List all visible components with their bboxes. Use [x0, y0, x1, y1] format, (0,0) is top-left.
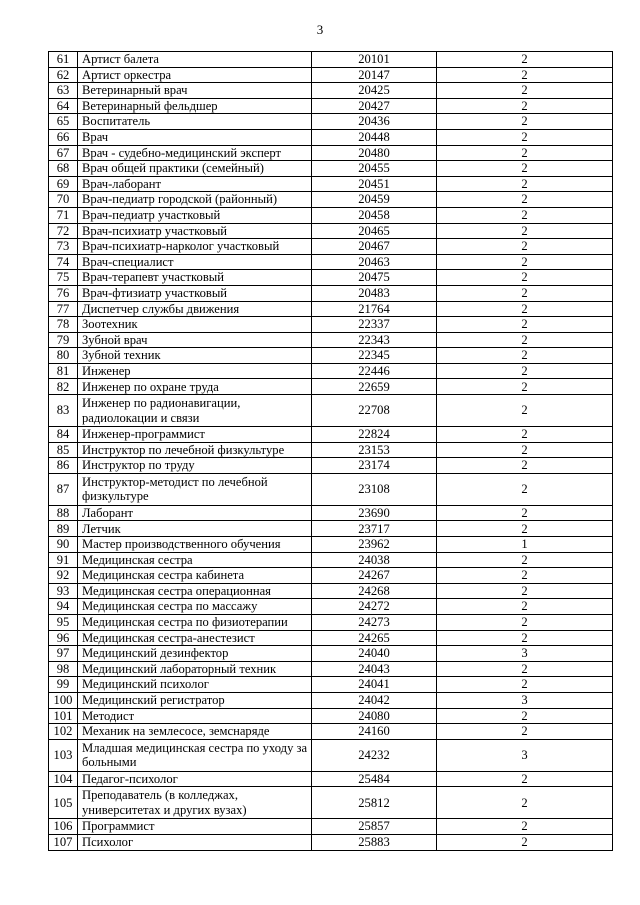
occupation-name-cell: Медицинская сестра-анестезист: [78, 630, 312, 646]
category-cell: 2: [437, 473, 613, 505]
occupation-code-cell: 25812: [312, 787, 437, 819]
occupation-code-cell: 20448: [312, 129, 437, 145]
occupation-code-cell: 20425: [312, 83, 437, 99]
occupation-code-cell: 20101: [312, 52, 437, 68]
category-cell: 2: [437, 301, 613, 317]
row-number-cell: 91: [49, 552, 78, 568]
table-row: [49, 223, 613, 239]
table-row: [49, 739, 613, 771]
category-cell: 2: [437, 521, 613, 537]
table-row: [49, 552, 613, 568]
category-cell: 2: [437, 52, 613, 68]
category-cell: 2: [437, 819, 613, 835]
category-cell: 2: [437, 270, 613, 286]
occupation-code-cell: 23174: [312, 458, 437, 474]
row-number-cell: 76: [49, 285, 78, 301]
row-number-cell: 105: [49, 787, 78, 819]
occupation-code-cell: 23962: [312, 537, 437, 553]
occupation-code-cell: 22659: [312, 379, 437, 395]
row-number-cell: 103: [49, 739, 78, 771]
category-cell: 1: [437, 537, 613, 553]
row-number-cell: 98: [49, 661, 78, 677]
table-row: [49, 395, 613, 427]
occupation-code-cell: 20455: [312, 161, 437, 177]
category-cell: 2: [437, 67, 613, 83]
occupation-name-cell: Медицинская сестра операционная: [78, 583, 312, 599]
row-number-cell: 85: [49, 442, 78, 458]
row-number-cell: 88: [49, 505, 78, 521]
row-number-cell: 73: [49, 239, 78, 255]
category-cell: 2: [437, 505, 613, 521]
occupation-name-cell: Врач-лаборант: [78, 176, 312, 192]
occupation-code-cell: 20475: [312, 270, 437, 286]
row-number-cell: 86: [49, 458, 78, 474]
category-cell: 2: [437, 98, 613, 114]
occupation-code-cell: 20480: [312, 145, 437, 161]
category-cell: 2: [437, 145, 613, 161]
category-cell: 2: [437, 176, 613, 192]
table-row: [49, 114, 613, 130]
row-number-cell: 71: [49, 207, 78, 223]
row-number-cell: 100: [49, 692, 78, 708]
row-number-cell: 101: [49, 708, 78, 724]
category-cell: 2: [437, 254, 613, 270]
table-row: [49, 301, 613, 317]
occupation-name-cell: Ветеринарный врач: [78, 83, 312, 99]
occupation-name-cell: Медицинская сестра по физиотерапии: [78, 615, 312, 631]
row-number-cell: 75: [49, 270, 78, 286]
table-row: [49, 161, 613, 177]
occupation-code-cell: 20147: [312, 67, 437, 83]
occupation-code-cell: 20451: [312, 176, 437, 192]
category-cell: 2: [437, 379, 613, 395]
category-cell: 2: [437, 161, 613, 177]
occupation-code-cell: 24041: [312, 677, 437, 693]
category-cell: 2: [437, 583, 613, 599]
occupation-code-cell: 23108: [312, 473, 437, 505]
category-cell: 2: [437, 192, 613, 208]
occupation-code-cell: 24272: [312, 599, 437, 615]
category-cell: 2: [437, 568, 613, 584]
category-cell: 2: [437, 442, 613, 458]
table-row: [49, 317, 613, 333]
row-number-cell: 62: [49, 67, 78, 83]
category-cell: 3: [437, 739, 613, 771]
occupation-code-cell: 24232: [312, 739, 437, 771]
occupation-name-cell: Медицинский регистратор: [78, 692, 312, 708]
table-row: [49, 819, 613, 835]
occupation-code-cell: 23690: [312, 505, 437, 521]
occupation-name-cell: Инженер по радионавигации, радиолокации и связи: [78, 395, 312, 427]
occupation-code-cell: 20463: [312, 254, 437, 270]
occupation-name-cell: Инструктор-методист по лечебной физкультуре: [78, 473, 312, 505]
occupation-code-cell: 20436: [312, 114, 437, 130]
row-number-cell: 83: [49, 395, 78, 427]
occupation-code-cell: 22824: [312, 427, 437, 443]
table-row: [49, 52, 613, 68]
row-number-cell: 68: [49, 161, 78, 177]
occupation-code-cell: 22345: [312, 348, 437, 364]
row-number-cell: 90: [49, 537, 78, 553]
row-number-cell: 69: [49, 176, 78, 192]
occupation-name-cell: Психолог: [78, 834, 312, 850]
occupation-name-cell: Летчик: [78, 521, 312, 537]
occupation-name-cell: Врач-специалист: [78, 254, 312, 270]
category-cell: 3: [437, 646, 613, 662]
row-number-cell: 74: [49, 254, 78, 270]
category-cell: 2: [437, 395, 613, 427]
occupation-name-cell: Врач - судебно-медицинский эксперт: [78, 145, 312, 161]
occupation-code-cell: 22337: [312, 317, 437, 333]
row-number-cell: 96: [49, 630, 78, 646]
category-cell: 2: [437, 661, 613, 677]
table-row: [49, 615, 613, 631]
row-number-cell: 97: [49, 646, 78, 662]
category-cell: 2: [437, 239, 613, 255]
table-row: [49, 207, 613, 223]
row-number-cell: 84: [49, 427, 78, 443]
occupation-name-cell: Зоотехник: [78, 317, 312, 333]
table-row: [49, 677, 613, 693]
row-number-cell: 79: [49, 332, 78, 348]
occupation-name-cell: Инженер: [78, 363, 312, 379]
row-number-cell: 106: [49, 819, 78, 835]
category-cell: 2: [437, 317, 613, 333]
occupation-code-cell: 24265: [312, 630, 437, 646]
table-row: [49, 442, 613, 458]
row-number-cell: 66: [49, 129, 78, 145]
category-cell: 2: [437, 677, 613, 693]
table-row: [49, 348, 613, 364]
table-row: [49, 505, 613, 521]
table-row: [49, 83, 613, 99]
occupation-name-cell: Врач-терапевт участковый: [78, 270, 312, 286]
row-number-cell: 95: [49, 615, 78, 631]
occupation-code-cell: 22446: [312, 363, 437, 379]
occupation-name-cell: Инструктор по лечебной физкультуре: [78, 442, 312, 458]
table-row: [49, 332, 613, 348]
occupation-code-cell: 23153: [312, 442, 437, 458]
occupation-code-cell: 24038: [312, 552, 437, 568]
table-row: [49, 379, 613, 395]
occupation-name-cell: Преподаватель (в колледжах, университетах и других вузах): [78, 787, 312, 819]
occupation-code-cell: 22343: [312, 332, 437, 348]
page-number: 3: [316, 22, 324, 37]
occupation-name-cell: Зубной врач: [78, 332, 312, 348]
category-cell: 2: [437, 834, 613, 850]
category-cell: 2: [437, 348, 613, 364]
occupation-name-cell: Врач: [78, 129, 312, 145]
table-row: [49, 583, 613, 599]
table-row: [49, 192, 613, 208]
table-row: [49, 285, 613, 301]
table-row: [49, 521, 613, 537]
row-number-cell: 80: [49, 348, 78, 364]
category-cell: 2: [437, 207, 613, 223]
row-number-cell: 61: [49, 52, 78, 68]
occupation-name-cell: Ветеринарный фельдшер: [78, 98, 312, 114]
occupation-code-cell: 23717: [312, 521, 437, 537]
occupation-name-cell: Медицинская сестра кабинета: [78, 568, 312, 584]
table-row: [49, 473, 613, 505]
table-row: [49, 427, 613, 443]
row-number-cell: 72: [49, 223, 78, 239]
table-row: [49, 270, 613, 286]
category-cell: 2: [437, 615, 613, 631]
category-cell: 2: [437, 332, 613, 348]
category-cell: 2: [437, 458, 613, 474]
occupations-table-body: [49, 52, 613, 851]
occupation-code-cell: 20458: [312, 207, 437, 223]
occupation-code-cell: 20467: [312, 239, 437, 255]
occupation-code-cell: 25484: [312, 771, 437, 787]
occupation-name-cell: Медицинский дезинфектор: [78, 646, 312, 662]
row-number-cell: 67: [49, 145, 78, 161]
table-row: [49, 724, 613, 740]
row-number-cell: 64: [49, 98, 78, 114]
row-number-cell: 99: [49, 677, 78, 693]
category-cell: 2: [437, 552, 613, 568]
category-cell: 2: [437, 114, 613, 130]
occupation-code-cell: 24273: [312, 615, 437, 631]
occupation-name-cell: Медицинский лабораторный техник: [78, 661, 312, 677]
category-cell: 2: [437, 787, 613, 819]
row-number-cell: 65: [49, 114, 78, 130]
row-number-cell: 70: [49, 192, 78, 208]
table-row: [49, 129, 613, 145]
occupation-name-cell: Мастер производственного обучения: [78, 537, 312, 553]
category-cell: 2: [437, 708, 613, 724]
category-cell: 2: [437, 285, 613, 301]
occupation-code-cell: 24267: [312, 568, 437, 584]
table-row: [49, 568, 613, 584]
occupation-name-cell: Воспитатель: [78, 114, 312, 130]
table-row: [49, 67, 613, 83]
table-row: [49, 771, 613, 787]
occupation-code-cell: 24043: [312, 661, 437, 677]
category-cell: 2: [437, 771, 613, 787]
occupation-name-cell: Врач-психиатр-нарколог участковый: [78, 239, 312, 255]
occupation-code-cell: 24040: [312, 646, 437, 662]
occupation-name-cell: Лаборант: [78, 505, 312, 521]
row-number-cell: 107: [49, 834, 78, 850]
occupation-code-cell: 24160: [312, 724, 437, 740]
occupation-code-cell: 20427: [312, 98, 437, 114]
row-number-cell: 78: [49, 317, 78, 333]
occupation-name-cell: Врач общей практики (семейный): [78, 161, 312, 177]
table-row: [49, 787, 613, 819]
category-cell: 2: [437, 363, 613, 379]
row-number-cell: 87: [49, 473, 78, 505]
category-cell: 3: [437, 692, 613, 708]
table-row: [49, 708, 613, 724]
row-number-cell: 89: [49, 521, 78, 537]
occupation-name-cell: Младшая медицинская сестра по уходу за больными: [78, 739, 312, 771]
occupation-name-cell: Врач-педиатр городской (районный): [78, 192, 312, 208]
occupation-code-cell: 20483: [312, 285, 437, 301]
row-number-cell: 63: [49, 83, 78, 99]
occupation-name-cell: Медицинская сестра: [78, 552, 312, 568]
table-row: [49, 458, 613, 474]
row-number-cell: 77: [49, 301, 78, 317]
category-cell: 2: [437, 223, 613, 239]
occupation-name-cell: Педагог-психолог: [78, 771, 312, 787]
occupation-name-cell: Инженер по охране труда: [78, 379, 312, 395]
occupation-name-cell: Зубной техник: [78, 348, 312, 364]
table-row: [49, 239, 613, 255]
occupation-code-cell: 25883: [312, 834, 437, 850]
occupation-name-cell: Механик на землесосе, земснаряде: [78, 724, 312, 740]
row-number-cell: 82: [49, 379, 78, 395]
occupation-code-cell: 24268: [312, 583, 437, 599]
category-cell: 2: [437, 427, 613, 443]
row-number-cell: 81: [49, 363, 78, 379]
category-cell: 2: [437, 630, 613, 646]
occupation-code-cell: 25857: [312, 819, 437, 835]
occupation-name-cell: Инструктор по труду: [78, 458, 312, 474]
occupation-code-cell: 22708: [312, 395, 437, 427]
row-number-cell: 104: [49, 771, 78, 787]
occupation-name-cell: Артист оркестра: [78, 67, 312, 83]
table-row: [49, 630, 613, 646]
occupation-code-cell: 20465: [312, 223, 437, 239]
occupation-name-cell: Врач-фтизиатр участковый: [78, 285, 312, 301]
occupation-code-cell: 24080: [312, 708, 437, 724]
table-row: [49, 661, 613, 677]
table-row: [49, 692, 613, 708]
table-row: [49, 537, 613, 553]
row-number-cell: 93: [49, 583, 78, 599]
row-number-cell: 92: [49, 568, 78, 584]
occupation-code-cell: 20459: [312, 192, 437, 208]
occupation-code-cell: 21764: [312, 301, 437, 317]
table-row: [49, 834, 613, 850]
row-number-cell: 94: [49, 599, 78, 615]
table-row: [49, 254, 613, 270]
category-cell: 2: [437, 83, 613, 99]
occupation-name-cell: Медицинская сестра по массажу: [78, 599, 312, 615]
occupation-name-cell: Методист: [78, 708, 312, 724]
occupation-name-cell: Программист: [78, 819, 312, 835]
occupations-table: [48, 51, 613, 851]
occupation-code-cell: 24042: [312, 692, 437, 708]
occupation-name-cell: Артист балета: [78, 52, 312, 68]
occupation-name-cell: Инженер-программист: [78, 427, 312, 443]
occupation-name-cell: Медицинский психолог: [78, 677, 312, 693]
table-row: [49, 176, 613, 192]
category-cell: 2: [437, 129, 613, 145]
table-row: [49, 145, 613, 161]
occupation-name-cell: Врач-педиатр участковый: [78, 207, 312, 223]
category-cell: 2: [437, 724, 613, 740]
occupation-name-cell: Диспетчер службы движения: [78, 301, 312, 317]
table-row: [49, 363, 613, 379]
table-row: [49, 646, 613, 662]
table-row: [49, 98, 613, 114]
table-row: [49, 599, 613, 615]
occupation-name-cell: Врач-психиатр участковый: [78, 223, 312, 239]
row-number-cell: 102: [49, 724, 78, 740]
category-cell: 2: [437, 599, 613, 615]
